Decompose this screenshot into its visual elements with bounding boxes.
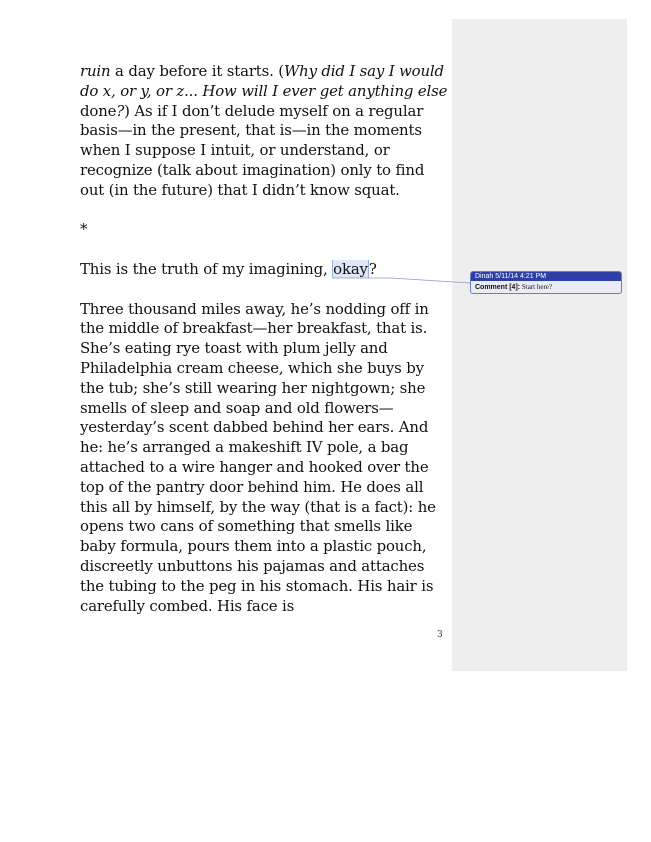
page-number: 3: [437, 630, 443, 640]
text-run: ?: [368, 259, 377, 278]
paragraph-3: Three thousand miles away, he’s nodding off in the middle of breakfast—her breakfast, that is. She’s eating rye toast with plum jelly and Philadelphia cream cheese, which she buys by the tub; she’s still wearing her nightgown; she smells of sleep and soap and old flowers—yesterday’s scent dabbed behind her ears. And he: he’s arranged a makeshift IV pole, a bag attached to a wire hanger and hooked over the top of the pantry door behind him. He does all this all by himself, by the way (that is a fact): he opens two cans of something that smells like baby formula, pours them into a plastic pouch, discreetly unbuttons his pajamas and attaches the tubing to the peg in his stomach. His hair is carefully combed. His face is: [80, 299, 436, 615]
text-run-italic: ?: [116, 101, 125, 120]
comment-label: Comment [4]:: [475, 284, 521, 291]
comment-margin-pane: [452, 19, 627, 671]
comment-anchor-highlight[interactable]: okay: [333, 259, 368, 278]
section-separator: *: [80, 220, 88, 239]
comment-text: Start here?: [520, 283, 552, 291]
text-run: done: [80, 101, 117, 120]
document-body[interactable]: [80, 62, 452, 616]
text-run-italic: ruin: [80, 62, 111, 80]
comment-author-date: Dinah 5/11/14 4:21 PM: [471, 272, 621, 281]
text-run: a day before it starts. (: [110, 62, 284, 80]
comment-body: [471, 281, 621, 294]
paragraph-1: [80, 62, 452, 201]
text-run: This is the truth of my imagining,: [80, 259, 333, 278]
comment-balloon[interactable]: [470, 271, 622, 294]
text-run-italic: Why did I say I would do x, or y, or z... How will I ever get anything else: [80, 62, 448, 100]
text-run: ) As if I don’t delude myself on a regular basis—in the present, that is—in the moments when I suppose I intuit, or understand, or recognize (talk about imagination) only to find out (in the future) that I didn’t know squat.: [80, 101, 425, 199]
paragraph-2: [80, 260, 452, 280]
